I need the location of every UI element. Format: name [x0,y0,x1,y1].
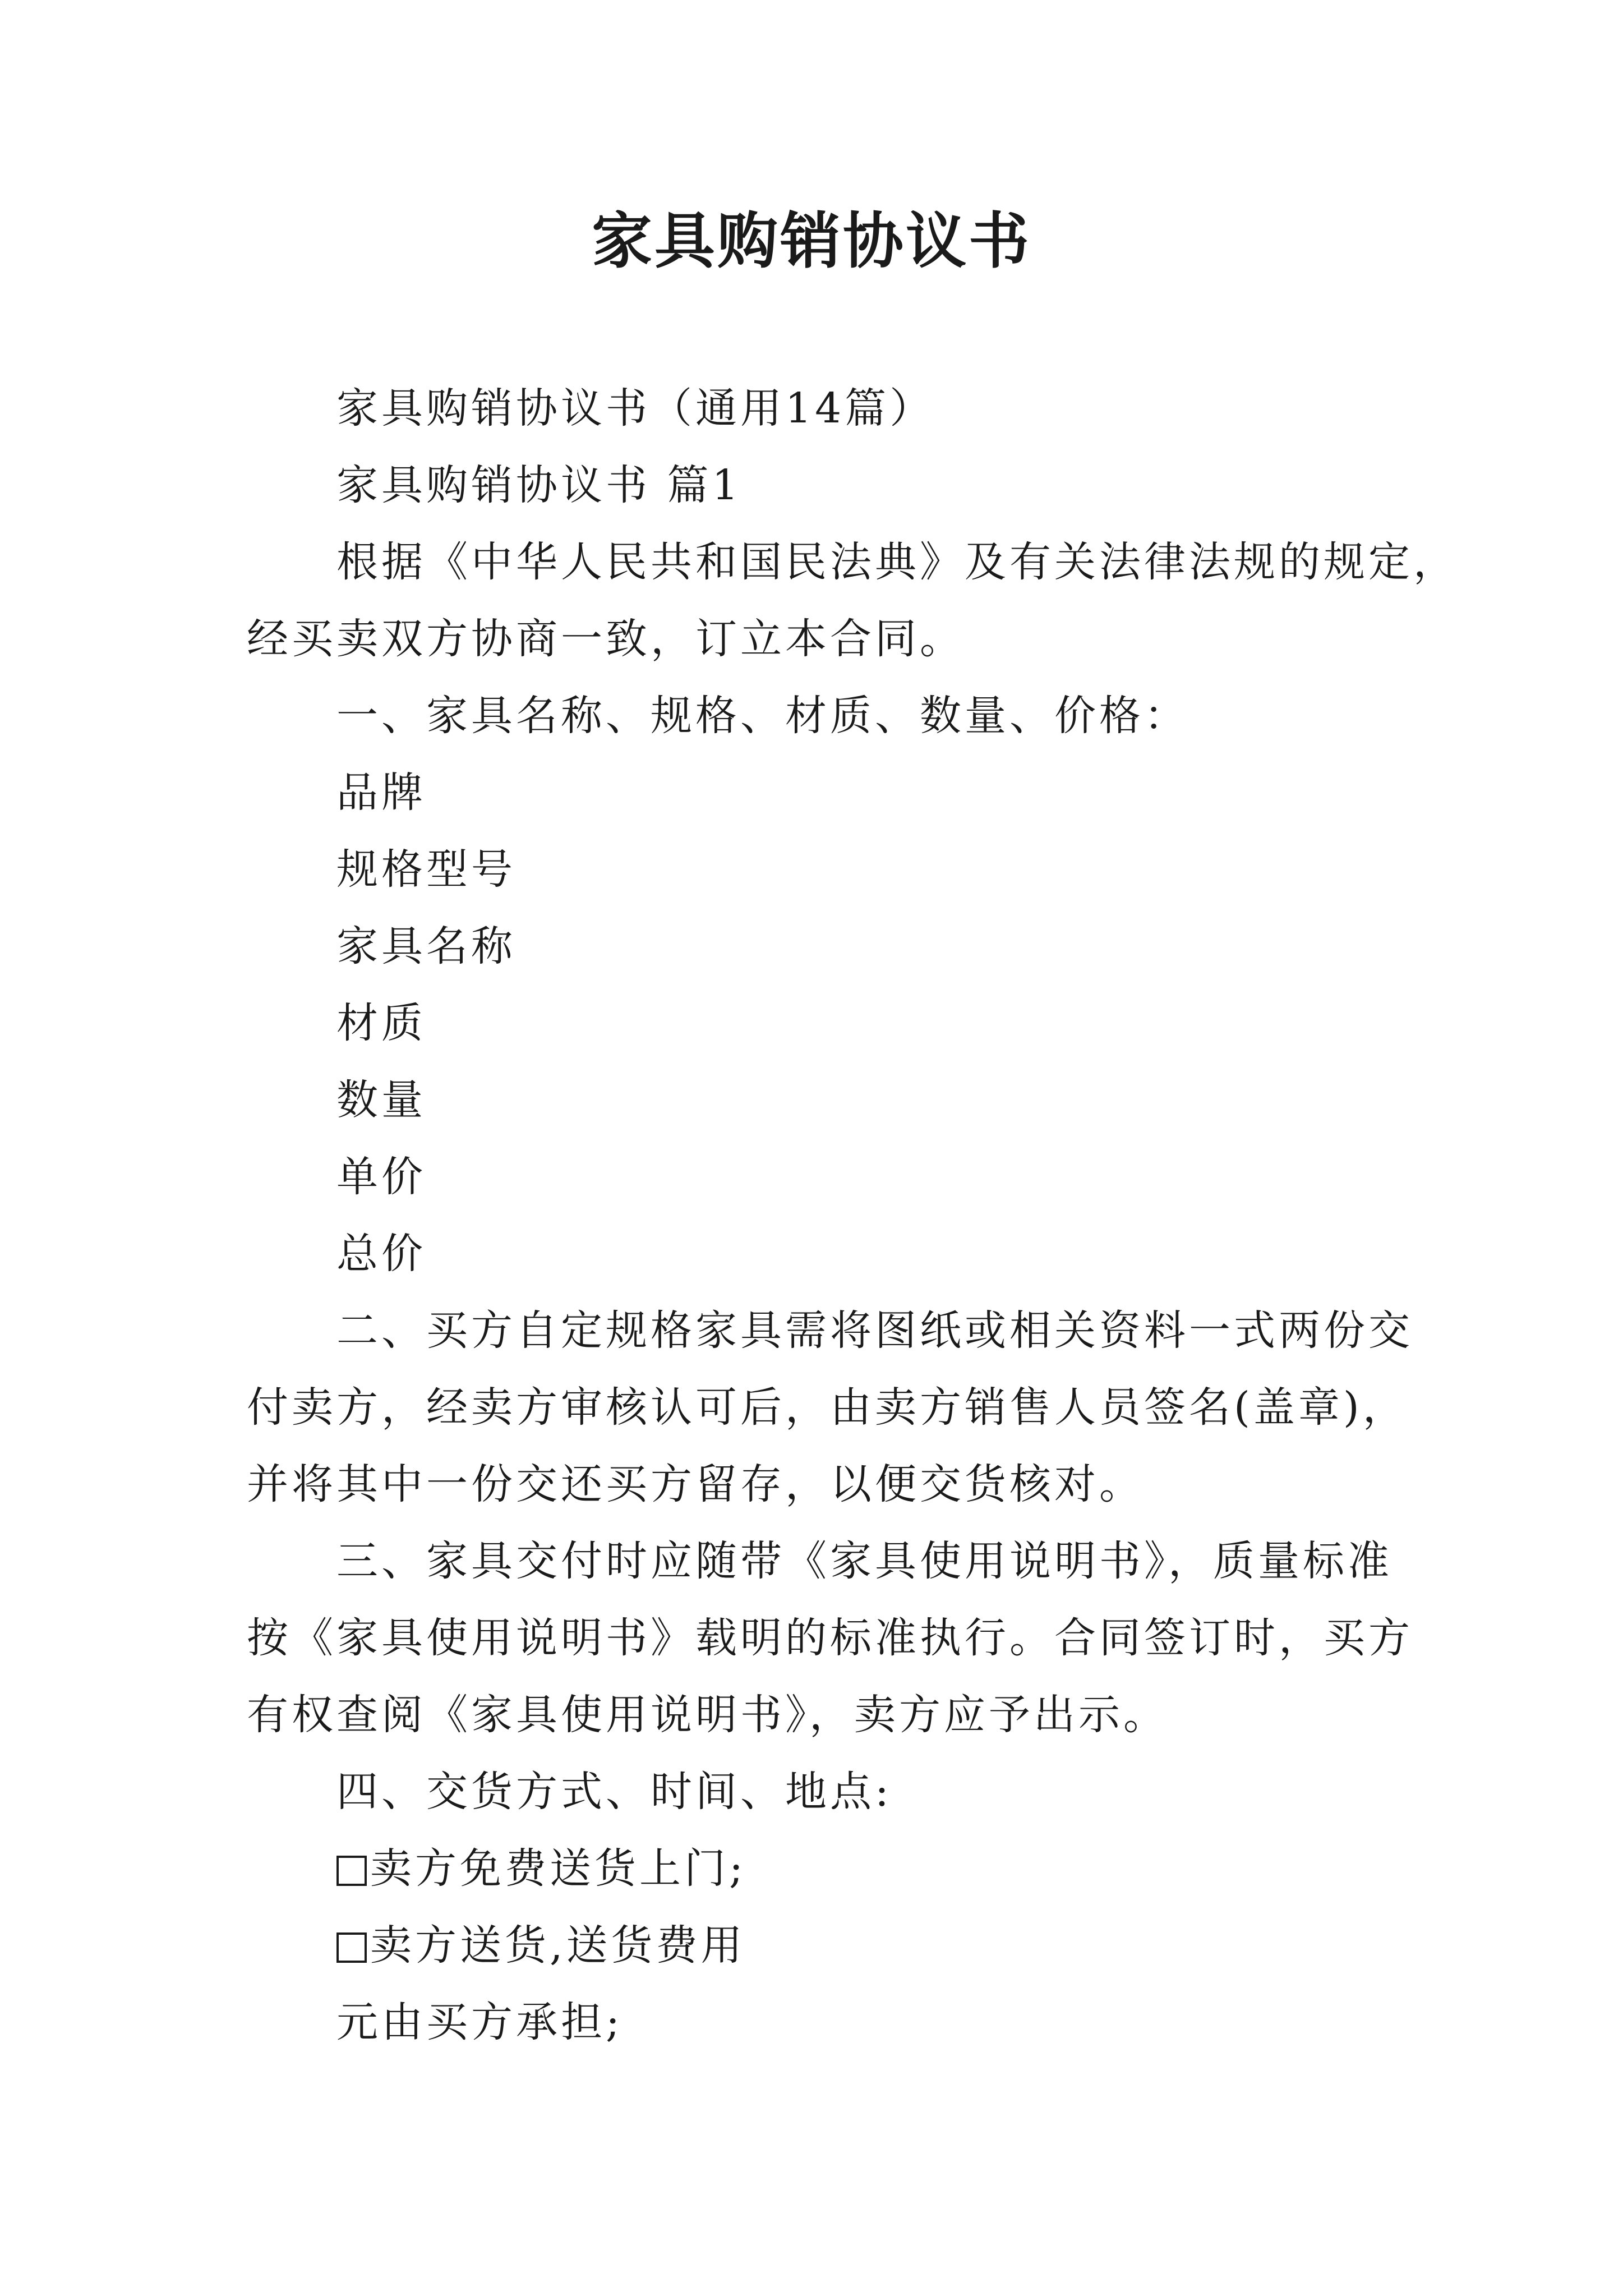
checkbox-icon[interactable] [336,1856,367,1886]
clause-heading: 四、交货方式、时间、地点: [336,1768,892,1816]
clause-heading: 一、家具名称、规格、材质、数量、价格： [336,692,1189,740]
paragraph-line: 根据《中华人民共和国民法典》及有关法律法规的规定， [336,538,1458,586]
checkbox-icon[interactable] [336,1932,367,1963]
field-label-material: 材质 [336,999,426,1047]
field-label-quantity: 数量 [336,1076,426,1124]
option-label: 卖方送货,送货费用 [370,1921,746,1970]
document-body [247,370,1458,2061]
field-label-name: 家具名称 [336,922,516,970]
paragraph-line: 元由买方承担; [336,1998,623,2046]
field-label-unit-price: 单价 [336,1153,426,1201]
paragraph-line: 二、买方自定规格家具需将图纸或相关资料一式两份交 [336,1306,1413,1355]
field-label-brand: 品牌 [336,769,426,817]
field-label-model: 规格型号 [336,845,516,894]
field-label-total-price: 总价 [336,1230,426,1278]
paragraph-line: 按《家具使用说明书》载明的标准执行。合同签订时，买方 [247,1614,1413,1662]
paragraph-line: 有权查阅《家具使用说明书》，卖方应予出示。 [247,1691,1168,1739]
paragraph-line: 付卖方，经卖方审核认可后，由卖方销售人员签名(盖章)， [247,1383,1408,1432]
option-label: 卖方免费送货上门; [370,1844,746,1893]
document-title: 家具购销协议书 [591,206,1031,277]
subtitle: 家具购销协议书（通用14篇） [336,384,935,432]
paragraph-line: 并将其中一份交还买方留存，以便交货核对。 [247,1460,1144,1508]
section-heading: 家具购销协议书 篇1 [336,461,742,509]
paragraph-line: 经买卖双方协商一致，订立本合同。 [247,615,965,663]
delivery-option-paid[interactable] [247,1907,1385,1984]
paragraph-line: 三、家具交付时应随带《家具使用说明书》，质量标准 [336,1537,1393,1585]
delivery-option-free[interactable] [247,1830,1385,1907]
